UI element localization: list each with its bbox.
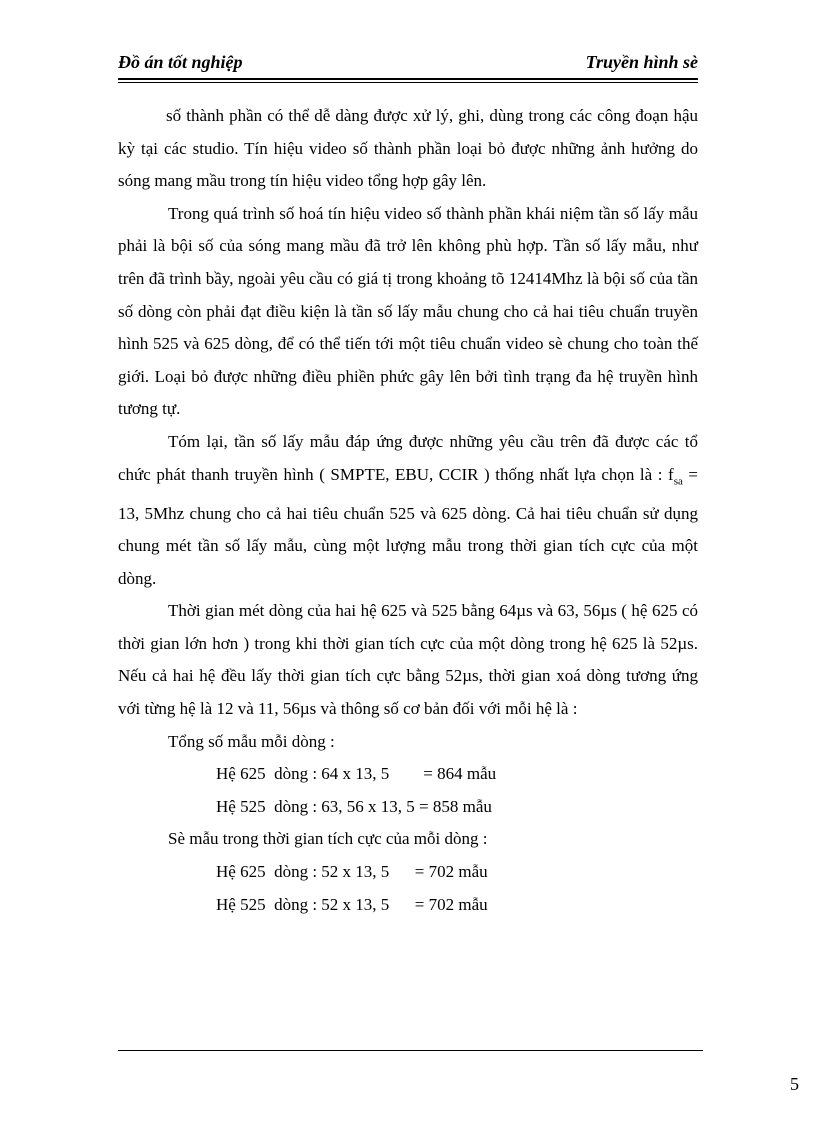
paragraph-sampling-frequency: Trong quá trình số hoá tín hiệu video số thành phần khái niệm tần số lấy mẫu phải là bội số của sóng mang mầu đã trở lên không phù hợp. Tần số lấy mẫu, như trên đã trình bầy, ngoài yêu cầu có giá tị trong khoảng tõ 12414Mhz là bội số của tần số dòng còn phải đạt điều kiện là tần số lấy mẫu chung cho cả hai tiêu chuẩn truyền hình 525 và 625 dòng, để có thể tiến tới một tiêu chuẩn video sè chung cho toàn thế giới. Loại bỏ được những điều phiền phức gây lên bởi tình trạng đa hệ truyền hình tương tự.	[118, 203, 698, 419]
list-heading-active: Sè mẫu trong thời gian tích cực của mỗi dòng :	[168, 829, 488, 849]
list-item-active-625: Hệ 625 dòng : 52 x 13, 5 = 702 mẫu	[216, 862, 488, 882]
list-item-total-525: Hệ 525 dòng : 63, 56 x 13, 5 = 858 mẫu	[216, 796, 492, 816]
header-title-left: Đồ án tốt nghiệp	[118, 52, 243, 72]
fsa-symbol: f	[668, 464, 674, 484]
paragraph-continued: số thành phần có thể dễ dàng được xử lý, ghi, dùng trong các công đoạn hậu kỳ tại các studio. Tín hiệu video số thành phần loại bỏ được những ảnh hưởng do sóng mang mầu trong tín hiệu video tổng hợp gây lên.	[118, 106, 698, 191]
page-header	[118, 52, 698, 76]
footer-rule	[118, 1050, 703, 1051]
header-rule-thick	[118, 78, 698, 80]
fsa-subscript: sa	[673, 474, 683, 487]
list-heading-total: Tổng số mẫu mỗi dòng :	[168, 731, 335, 751]
sample-count-list	[118, 726, 698, 922]
list-item-total-625: Hệ 625 dòng : 64 x 13, 5 = 864 mẫu	[216, 764, 497, 784]
summary-text-after: = 13, 5Mhz chung cho cả hai tiêu chuẩn 525 và 625 dòng. Cả hai tiêu chuẩn sử dụng chung mét tần số lấy mẫu, cùng một lượng mẫu trong thời gian tích cực của một dòng.	[118, 464, 698, 588]
summary-text-before: Tóm lại, tần số lấy mẫu đáp ứng được những yêu cầu trên đã được các tổ chức phát thanh truyền hình ( SMPTE, EBU, CCIR ) thống nhất lựa chọn là :	[118, 431, 698, 484]
paragraph-line-duration: Thời gian mét dòng của hai hệ 625 và 525 bằng 64µs và 63, 56µs ( hệ 625 có thời gian lớn hơn ) trong khi thời gian tích cực của một dòng trong hệ 625 là 52µs. Nếu cả hai hệ đều lấy thời gian tích cực bằng 52µs, thời gian xoá dòng tương ứng với từng hệ là 12 và 11, 56µs và thông số cơ bản đối với mỗi hệ là :	[118, 601, 698, 719]
paragraph-summary	[118, 426, 698, 595]
list-item-active-525: Hệ 525 dòng : 52 x 13, 5 = 702 mẫu	[216, 894, 488, 914]
header-rule-thin	[118, 82, 698, 83]
header-title-right: Truyền hình sè	[585, 52, 698, 72]
page-number: 5	[790, 1074, 799, 1094]
document-body	[118, 100, 698, 921]
